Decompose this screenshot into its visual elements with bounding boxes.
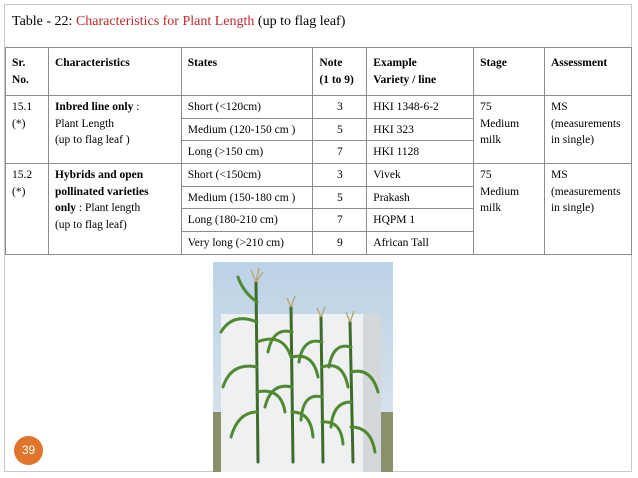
note-cell: 3	[313, 96, 367, 119]
title-highlight: Characteristics for Plant Length	[75, 14, 255, 29]
note-cell: 7	[313, 141, 367, 164]
note-cell: 3	[313, 164, 367, 187]
slide-title	[12, 14, 345, 30]
state-cell: Very long (>210 cm)	[181, 232, 313, 255]
example-cell: Vivek	[367, 164, 474, 187]
example-cell: Prakash	[367, 186, 474, 209]
state-cell: Long (>150 cm)	[181, 141, 313, 164]
table-header-row	[6, 48, 632, 96]
header-states: States	[181, 48, 313, 96]
example-cell: HKI 323	[367, 118, 474, 141]
title-prefix: Table - 22:	[12, 14, 76, 29]
characteristics-table	[5, 47, 632, 255]
state-cell: Medium (120-150 cm )	[181, 118, 313, 141]
header-note: Note (1 to 9)	[313, 48, 367, 96]
note-cell: 5	[313, 118, 367, 141]
assessment-cell: MS (measurements in single)	[544, 96, 631, 164]
header-assessment: Assessment	[544, 48, 631, 96]
assessment-cell: MS (measurements in single)	[544, 164, 631, 255]
title-suffix: (up to flag leaf)	[254, 14, 346, 29]
example-cell: HQPM 1	[367, 209, 474, 232]
note-cell: 5	[313, 186, 367, 209]
page-number-badge: 39	[14, 436, 43, 465]
note-cell: 9	[313, 232, 367, 255]
example-cell: HKI 1348-6-2	[367, 96, 474, 119]
header-example: Example Variety / line	[367, 48, 474, 96]
header-sr-no: Sr. No.	[6, 48, 49, 96]
header-stage: Stage	[474, 48, 545, 96]
state-cell: Medium (150-180 cm )	[181, 186, 313, 209]
state-cell: Long (180-210 cm)	[181, 209, 313, 232]
sr-cell: 15.1 (*)	[6, 96, 49, 164]
example-cell: HKI 1128	[367, 141, 474, 164]
header-characteristics: Characteristics	[48, 48, 181, 96]
stage-cell: 75 Medium milk	[474, 96, 545, 164]
note-cell: 7	[313, 209, 367, 232]
table-row	[6, 164, 632, 187]
maize-plants-photo	[213, 262, 393, 472]
state-cell: Short (<150cm)	[181, 164, 313, 187]
example-cell: African Tall	[367, 232, 474, 255]
sr-cell: 15.2 (*)	[6, 164, 49, 255]
characteristic-cell: Hybrids and open pollinated varieties only : Plant length (up to flag leaf)	[48, 164, 181, 255]
state-cell: Short (<120cm)	[181, 96, 313, 119]
characteristic-cell: Inbred line only : Plant Length (up to flag leaf )	[48, 96, 181, 164]
table-row	[6, 96, 632, 119]
stage-cell: 75 Medium milk	[474, 164, 545, 255]
